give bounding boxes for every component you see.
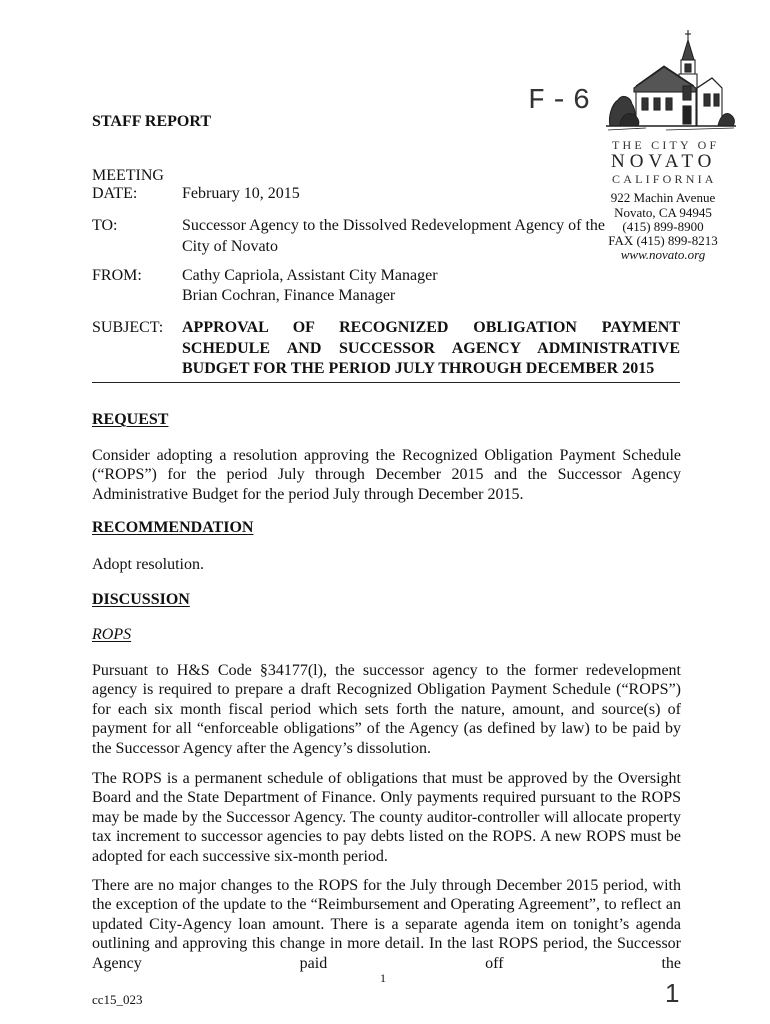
city-name: NOVATO (611, 151, 717, 172)
address-city-zip: Novato, CA 94945 (614, 205, 712, 220)
address-web: www.novato.org (620, 247, 706, 262)
city-line1: THE CITY OF (612, 138, 720, 152)
recommendation-heading: RECOMMENDATION (92, 519, 254, 536)
from-line-1: Cathy Capriola, Assistant City Manager (182, 267, 438, 284)
file-code: cc15_023 (92, 992, 143, 1007)
city-church-logo (606, 26, 738, 134)
meeting-label: MEETING (92, 167, 164, 184)
discussion-paragraph-2: The ROPS is a permanent schedule of obligations that must be approved by the Oversight Board and the State Department of Finance. Only payments required pursuant to the ROPS may be made by the Successor Agency. The county auditor-controller will allocate property tax increment to successor agencies to pay debts listed on the ROPS. A new ROPS must be adopted for each successive six-month period. (92, 770, 681, 865)
page-number: 1 (380, 971, 386, 985)
to-line-1: Successor Agency to the Dissolved Redevelopment Agency of the (182, 217, 606, 234)
discussion-heading: DISCUSSION (92, 591, 190, 608)
page-mark: 1 (665, 978, 680, 1008)
from-label: FROM: (92, 267, 142, 284)
address-fax: FAX (415) 899-8213 (608, 233, 718, 248)
request-text: Consider adopting a resolution approving the Recognized Obligation Payment Schedule (“ROPS”) for the period July through December 2015 and the Successor Agency Administrative Budget for the period July through December 2015. (92, 447, 681, 503)
page-title: STAFF REPORT (92, 113, 211, 130)
from-line-2: Brian Cochran, Finance Manager (182, 287, 396, 304)
address-street: 922 Machin Avenue (610, 190, 716, 205)
subject-label: SUBJECT: (92, 319, 164, 336)
address-phone: (415) 899-8900 (622, 219, 704, 234)
city-state: CALIFORNIA (612, 172, 717, 186)
request-heading: REQUEST (92, 411, 169, 428)
rops-subheading: ROPS (92, 626, 132, 643)
form-number: F-6 (528, 84, 596, 117)
date-label: DATE: (92, 185, 138, 202)
header-divider (92, 382, 680, 383)
discussion-paragraph-1: Pursuant to H&S Code §34177(l), the successor agency to the former redevelopment agency is required to prepare a draft Recognized Obligation Payment Schedule (“ROPS”) for each six month fiscal period which sets forth the nature, amount, and source(s) of payment for all “enforceable obligations” of the Agency (as defined by law) to be paid by the Successor Agency after the Agency’s dissolution. (92, 662, 681, 757)
date-value: February 10, 2015 (182, 185, 300, 202)
to-label: TO: (92, 217, 118, 234)
subject-value: APPROVAL OF RECOGNIZED OBLIGATION PAYMENT SCHEDULE AND SUCCESSOR AGENCY ADMINISTRATIVE BUDGET FOR THE PERIOD JULY THROUGH DECEMBER 2015 (182, 319, 680, 377)
to-line-2: City of Novato (182, 238, 278, 255)
discussion-paragraph-3: There are no major changes to the ROPS for the July through December 2015 period, with the exception of the update to the “Reimbursement and Operating Agreement”, to reflect an updated City-Agency loan amount. There is a separate agenda item on tonight’s agenda outlining and approving this change in more detail. In the last ROPS period, the Successor Agency paid off the (92, 877, 681, 972)
recommendation-text: Adopt resolution. (92, 556, 204, 573)
